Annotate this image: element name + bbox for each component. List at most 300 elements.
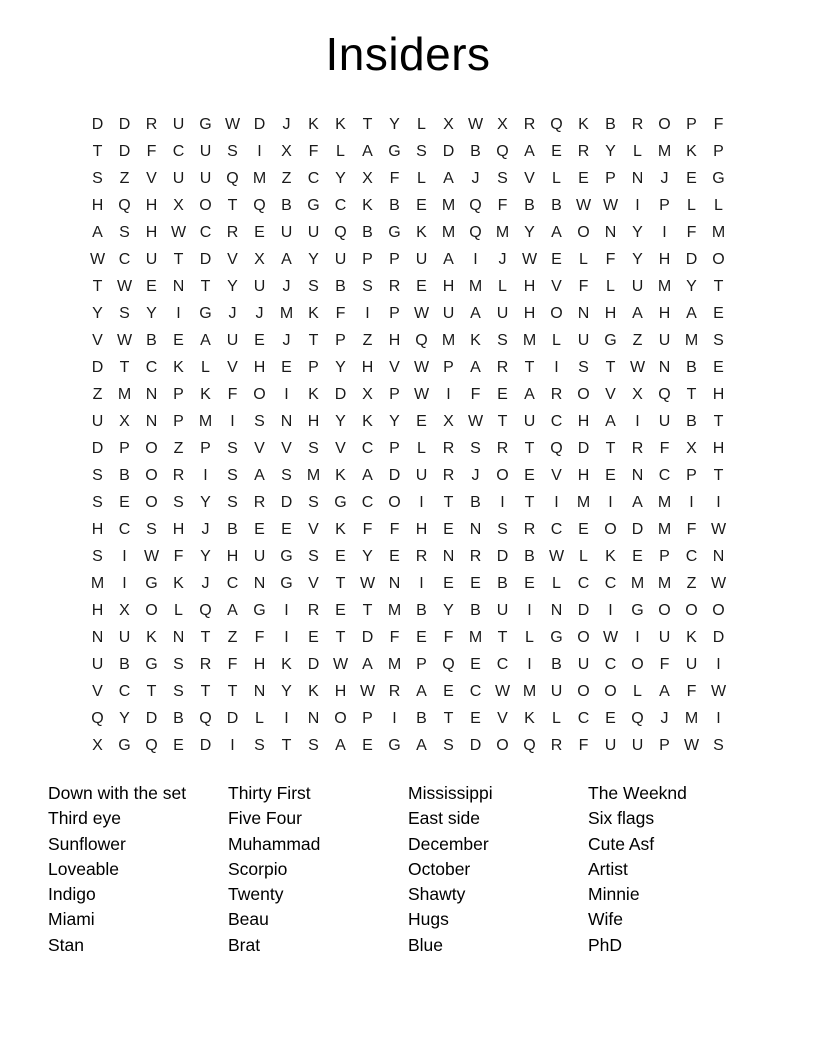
grid-letter: F (335, 304, 346, 322)
grid-letter: W (116, 331, 133, 349)
grid-letter: S (92, 169, 103, 187)
grid-letter: B (497, 574, 508, 592)
word-list-column (228, 781, 408, 958)
grid-letter: A (632, 304, 643, 322)
grid-letter: R (442, 466, 455, 484)
grid-letter: O (577, 628, 590, 646)
grid-letter: M (306, 466, 321, 484)
grid-letter: B (686, 358, 697, 376)
grid-letter: W (683, 736, 700, 754)
grid-letter: C (361, 493, 374, 511)
grid-letter: B (470, 601, 481, 619)
grid-letter: E (335, 601, 346, 619)
grid-letter: V (605, 385, 616, 403)
grid-letter: V (551, 277, 562, 295)
grid-letter: E (497, 385, 508, 403)
grid-letter: P (659, 196, 670, 214)
grid-letter: T (227, 682, 238, 700)
grid-letter: R (523, 115, 536, 133)
word-list-column (588, 781, 768, 958)
grid-letter: K (470, 331, 481, 349)
grid-letter: R (388, 682, 401, 700)
grid-letter: F (497, 196, 508, 214)
grid-letter: V (308, 520, 319, 538)
letter-grid (84, 111, 732, 759)
grid-letter: J (282, 277, 291, 295)
grid-letter: I (176, 304, 181, 322)
grid-letter: N (307, 709, 320, 727)
grid-letter: C (604, 655, 617, 673)
grid-letter: W (602, 196, 619, 214)
grid-letter: D (712, 628, 725, 646)
grid-letter: D (307, 655, 320, 673)
grid-letter: I (230, 736, 235, 754)
grid-letter: S (254, 412, 265, 430)
grid-letter: W (359, 682, 376, 700)
grid-letter: M (117, 385, 132, 403)
word-item: Cute Asf (588, 833, 655, 854)
grid-letter: O (658, 601, 671, 619)
grid-letter: C (496, 655, 509, 673)
grid-letter: C (199, 223, 212, 241)
grid-letter: U (118, 628, 131, 646)
grid-letter: A (659, 682, 670, 700)
grid-letter: Z (281, 169, 292, 187)
grid-letter: C (145, 358, 158, 376)
grid-letter: U (685, 655, 698, 673)
grid-letter: I (365, 304, 370, 322)
grid-letter: B (416, 601, 427, 619)
grid-letter: U (631, 277, 644, 295)
grid-letter: Y (335, 412, 346, 430)
grid-letter: D (91, 115, 104, 133)
grid-letter: K (362, 196, 373, 214)
grid-letter: Q (145, 736, 158, 754)
grid-letter: B (686, 412, 697, 430)
word-item: Hugs (408, 909, 449, 930)
grid-letter: D (280, 493, 293, 511)
grid-letter: E (362, 736, 373, 754)
grid-letter: O (604, 682, 617, 700)
grid-letter: X (92, 736, 103, 754)
grid-letter: R (523, 520, 536, 538)
grid-letter: P (119, 439, 130, 457)
grid-letter: E (470, 655, 481, 673)
grid-letter: F (146, 142, 157, 160)
grid-letter: P (173, 385, 184, 403)
grid-letter: E (632, 547, 643, 565)
grid-letter: H (253, 655, 266, 673)
grid-letter: D (577, 601, 590, 619)
grid-letter: K (335, 115, 346, 133)
grid-letter: O (496, 736, 509, 754)
grid-letter: T (119, 358, 130, 376)
grid-letter: D (91, 439, 104, 457)
word-item: Miami (48, 909, 95, 930)
grid-letter: R (226, 223, 239, 241)
grid-letter: R (388, 277, 401, 295)
grid-letter: V (254, 439, 265, 457)
grid-letter: C (307, 169, 320, 187)
grid-letter: U (253, 277, 266, 295)
grid-letter: S (173, 493, 184, 511)
grid-letter: S (92, 493, 103, 511)
grid-letter: R (550, 385, 563, 403)
grid-letter: Y (605, 142, 616, 160)
grid-letter: N (577, 304, 590, 322)
grid-letter: F (659, 655, 670, 673)
grid-letter: F (173, 547, 184, 565)
word-item: Brat (228, 934, 261, 955)
grid-letter: W (359, 574, 376, 592)
grid-letter: M (657, 142, 672, 160)
grid-letter: Q (442, 655, 455, 673)
grid-letter: R (199, 655, 212, 673)
grid-letter: F (659, 439, 670, 457)
grid-letter: R (469, 547, 482, 565)
grid-letter: F (227, 655, 238, 673)
grid-letter: S (497, 520, 508, 538)
word-item: Indigo (48, 884, 96, 905)
grid-letter: A (416, 682, 427, 700)
grid-letter: E (443, 574, 454, 592)
grid-letter: S (308, 277, 319, 295)
grid-letter: I (635, 628, 640, 646)
grid-letter: F (470, 385, 481, 403)
grid-letter: R (496, 439, 509, 457)
grid-letter: K (335, 520, 346, 538)
grid-letter: S (227, 439, 238, 457)
grid-letter: L (579, 547, 588, 565)
grid-letter: U (145, 250, 158, 268)
grid-letter: E (146, 277, 157, 295)
grid-letter: O (199, 196, 212, 214)
grid-letter: M (495, 223, 510, 241)
grid-letter: H (523, 277, 536, 295)
grid-letter: F (713, 115, 724, 133)
grid-letter: I (689, 493, 694, 511)
grid-letter: I (554, 358, 559, 376)
grid-letter: S (227, 142, 238, 160)
grid-letter: K (200, 385, 211, 403)
grid-letter: E (578, 520, 589, 538)
word-item: Muhammad (228, 833, 321, 854)
grid-letter: K (308, 385, 319, 403)
grid-letter: Q (253, 196, 266, 214)
grid-letter: M (198, 412, 213, 430)
grid-letter: U (172, 169, 185, 187)
grid-letter: A (362, 655, 373, 673)
grid-letter: J (660, 169, 669, 187)
grid-letter: W (116, 277, 133, 295)
grid-letter: I (419, 493, 424, 511)
grid-letter: I (716, 709, 721, 727)
grid-letter: Q (199, 709, 212, 727)
grid-letter: M (252, 169, 267, 187)
grid-letter: K (335, 466, 346, 484)
grid-letter: Y (362, 547, 373, 565)
grid-letter: Q (469, 223, 482, 241)
grid-letter: H (712, 385, 725, 403)
grid-letter: N (442, 547, 455, 565)
grid-letter: H (307, 412, 320, 430)
grid-letter: U (172, 115, 185, 133)
grid-letter: N (145, 412, 158, 430)
grid-letter: E (605, 466, 616, 484)
grid-letter: W (521, 250, 538, 268)
grid-letter: N (280, 412, 293, 430)
grid-letter: Q (550, 439, 563, 457)
grid-letter: T (605, 439, 616, 457)
grid-letter: D (91, 358, 104, 376)
grid-letter: O (685, 601, 698, 619)
grid-letter: O (604, 520, 617, 538)
grid-letter: F (578, 736, 589, 754)
grid-letter: B (551, 196, 562, 214)
grid-letter: A (362, 466, 373, 484)
grid-letter: H (172, 520, 185, 538)
grid-letter: N (658, 358, 671, 376)
grid-letter: W (413, 358, 430, 376)
grid-letter: E (335, 547, 346, 565)
grid-letter: M (630, 574, 645, 592)
grid-letter: F (686, 682, 697, 700)
grid-letter: E (524, 574, 535, 592)
grid-letter: H (145, 196, 158, 214)
word-item: Wife (588, 909, 623, 930)
grid-letter: E (443, 682, 454, 700)
grid-letter: L (633, 142, 642, 160)
grid-letter: B (281, 196, 292, 214)
grid-letter: F (362, 520, 373, 538)
grid-letter: S (92, 466, 103, 484)
grid-letter: N (631, 466, 644, 484)
grid-letter: I (662, 223, 667, 241)
word-item: Shawty (408, 884, 466, 905)
grid-letter: P (416, 655, 427, 673)
grid-letter: J (201, 574, 210, 592)
grid-letter: K (686, 628, 697, 646)
grid-letter: T (686, 385, 697, 403)
grid-letter: N (91, 628, 104, 646)
grid-letter: T (524, 358, 535, 376)
grid-letter: G (199, 304, 212, 322)
grid-letter: V (146, 169, 157, 187)
grid-letter: W (413, 304, 430, 322)
grid-letter: C (604, 574, 617, 592)
word-item: Artist (588, 858, 628, 879)
grid-letter: Y (119, 709, 130, 727)
grid-letter: G (307, 196, 320, 214)
grid-letter: E (119, 493, 130, 511)
grid-letter: T (146, 682, 157, 700)
grid-letter: K (173, 358, 184, 376)
grid-letter: O (145, 493, 158, 511)
grid-letter: E (173, 736, 184, 754)
grid-letter: N (253, 574, 266, 592)
grid-letter: L (255, 709, 264, 727)
grid-letter: H (226, 547, 239, 565)
grid-letter: G (118, 736, 131, 754)
grid-letter: J (471, 169, 480, 187)
grid-letter: M (279, 304, 294, 322)
grid-letter: Y (335, 169, 346, 187)
grid-letter: M (684, 709, 699, 727)
grid-letter: O (658, 115, 671, 133)
grid-letter: I (122, 547, 127, 565)
grid-letter: I (203, 466, 208, 484)
grid-letter: X (362, 169, 373, 187)
grid-letter: Q (118, 196, 131, 214)
grid-letter: T (497, 412, 508, 430)
grid-letter: Y (686, 277, 697, 295)
grid-letter: O (631, 655, 644, 673)
grid-letter: L (606, 277, 615, 295)
grid-letter: A (281, 250, 292, 268)
word-list-column (48, 781, 228, 958)
grid-letter: C (658, 466, 671, 484)
grid-letter: C (226, 574, 239, 592)
word-item: Third eye (48, 808, 121, 829)
grid-letter: B (173, 709, 184, 727)
grid-letter: I (554, 493, 559, 511)
grid-letter: U (253, 547, 266, 565)
grid-letter: Z (173, 439, 184, 457)
grid-letter: D (577, 439, 590, 457)
grid-letter: L (417, 439, 426, 457)
grid-letter: T (92, 142, 103, 160)
grid-letter: I (419, 574, 424, 592)
grid-letter: E (389, 547, 400, 565)
grid-letter: P (362, 250, 373, 268)
grid-letter: E (416, 277, 427, 295)
grid-letter: W (602, 628, 619, 646)
grid-letter: L (579, 250, 588, 268)
grid-letter: L (552, 709, 561, 727)
grid-letter: E (416, 196, 427, 214)
grid-letter: L (552, 169, 561, 187)
grid-letter: N (172, 628, 185, 646)
grid-letter: F (605, 250, 616, 268)
grid-letter: P (389, 250, 400, 268)
grid-letter: U (199, 142, 212, 160)
grid-letter: I (635, 412, 640, 430)
grid-letter: D (361, 628, 374, 646)
grid-letter: F (308, 142, 319, 160)
grid-letter: B (362, 223, 373, 241)
grid-letter: R (145, 115, 158, 133)
grid-letter: E (281, 358, 292, 376)
grid-letter: E (416, 412, 427, 430)
word-list-column (408, 781, 588, 958)
grid-letter: X (119, 601, 130, 619)
grid-letter: A (470, 358, 481, 376)
grid-letter: U (307, 223, 320, 241)
grid-letter: Q (658, 385, 671, 403)
grid-letter: O (712, 250, 725, 268)
grid-letter: J (282, 331, 291, 349)
grid-letter: H (577, 466, 590, 484)
grid-letter: T (227, 196, 238, 214)
grid-letter: T (524, 493, 535, 511)
grid-letter: K (308, 115, 319, 133)
grid-letter: O (496, 466, 509, 484)
grid-letter: N (604, 223, 617, 241)
grid-letter: M (387, 655, 402, 673)
grid-letter: E (551, 250, 562, 268)
grid-letter: M (441, 223, 456, 241)
grid-letter: S (470, 439, 481, 457)
grid-letter: K (362, 412, 373, 430)
grid-letter: V (227, 250, 238, 268)
grid-letter: S (362, 277, 373, 295)
grid-letter: R (550, 736, 563, 754)
grid-letter: U (577, 655, 590, 673)
grid-letter: B (119, 655, 130, 673)
grid-letter: L (417, 115, 426, 133)
grid-letter: B (389, 196, 400, 214)
grid-letter: M (657, 493, 672, 511)
grid-letter: L (687, 196, 696, 214)
grid-letter: G (388, 142, 401, 160)
grid-letter: N (550, 601, 563, 619)
grid-letter: F (389, 169, 400, 187)
grid-letter: I (500, 493, 505, 511)
grid-letter: W (710, 574, 727, 592)
grid-letter: S (146, 520, 157, 538)
grid-letter: B (470, 142, 481, 160)
grid-letter: M (684, 331, 699, 349)
grid-letter: J (498, 250, 507, 268)
word-item: December (408, 833, 489, 854)
grid-letter: V (551, 466, 562, 484)
grid-letter: P (686, 115, 697, 133)
grid-letter: C (118, 682, 131, 700)
grid-letter: U (91, 655, 104, 673)
grid-letter: J (228, 304, 237, 322)
word-item: Twenty (228, 884, 284, 905)
grid-letter: I (392, 709, 397, 727)
grid-letter: X (254, 250, 265, 268)
grid-letter: D (118, 115, 131, 133)
grid-letter: I (608, 493, 613, 511)
grid-letter: A (416, 736, 427, 754)
grid-letter: I (284, 385, 289, 403)
grid-letter: T (281, 736, 292, 754)
grid-letter: W (494, 682, 511, 700)
grid-letter: Z (227, 628, 238, 646)
grid-letter: U (226, 331, 239, 349)
grid-letter: X (632, 385, 643, 403)
grid-letter: K (524, 709, 535, 727)
grid-letter: L (336, 142, 345, 160)
grid-letter: L (525, 628, 534, 646)
grid-letter: L (552, 331, 561, 349)
grid-letter: S (713, 331, 724, 349)
grid-letter: T (713, 466, 724, 484)
grid-letter: W (575, 196, 592, 214)
grid-letter: M (90, 574, 105, 592)
grid-letter: A (524, 385, 535, 403)
grid-letter: P (200, 439, 211, 457)
grid-letter: P (173, 412, 184, 430)
grid-letter: V (308, 574, 319, 592)
grid-letter: U (604, 736, 617, 754)
grid-letter: S (443, 736, 454, 754)
grid-letter: Q (415, 331, 428, 349)
grid-letter: W (710, 520, 727, 538)
word-item: Blue (408, 934, 444, 955)
